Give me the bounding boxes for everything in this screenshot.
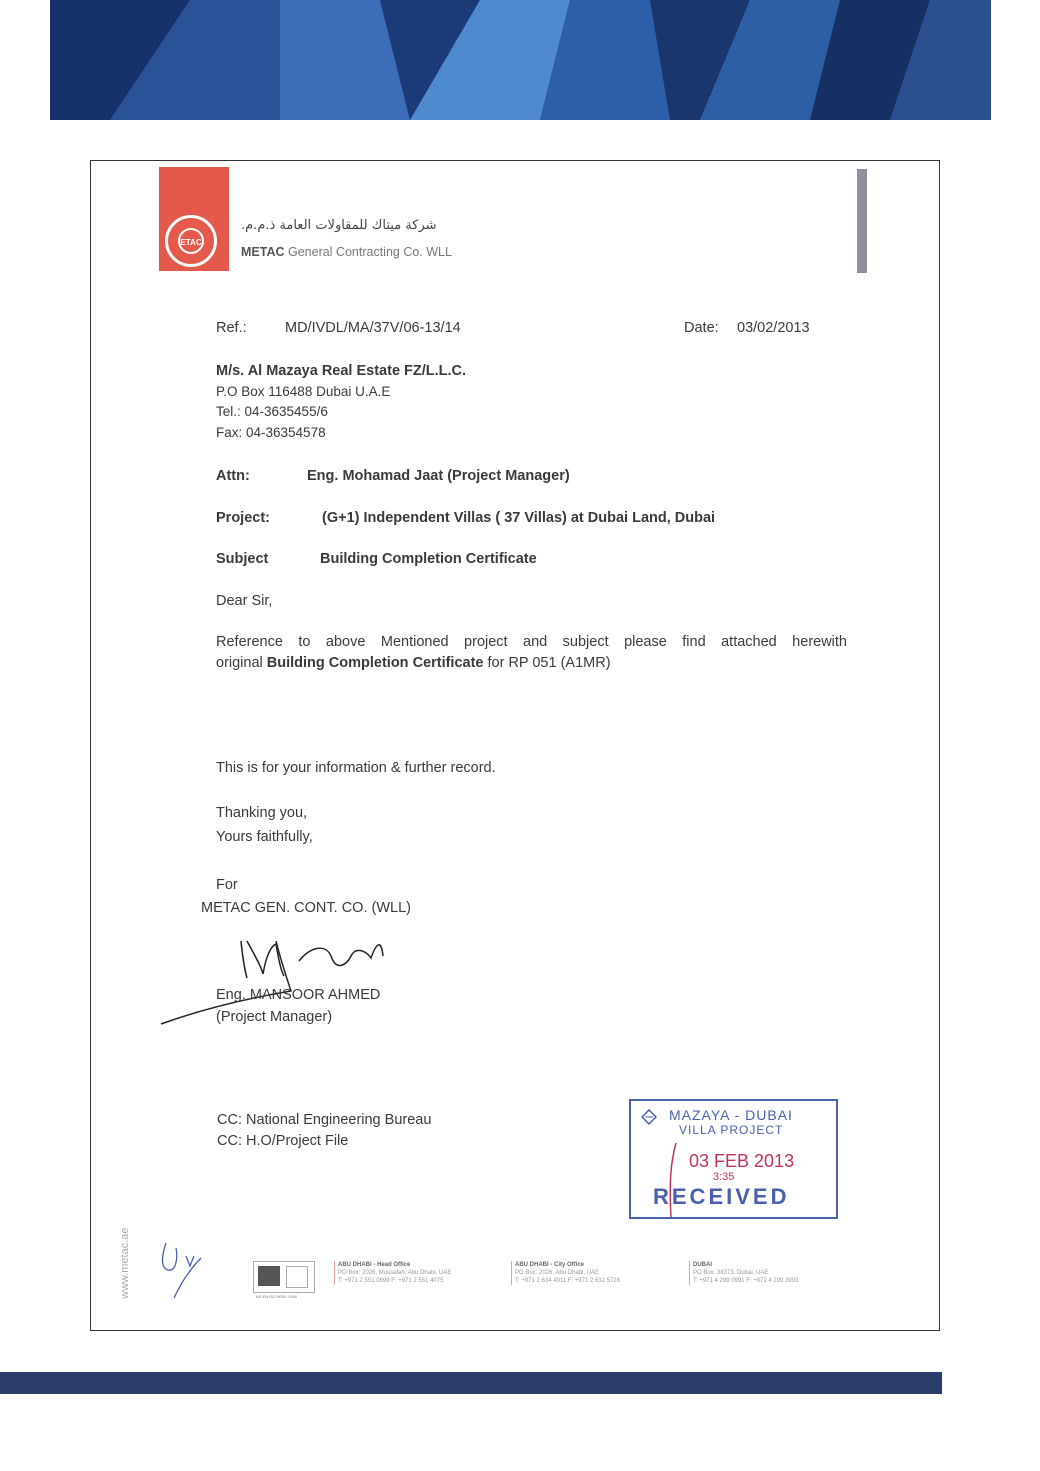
cert-caption: BS EN ISO 9001: 2000: [256, 1294, 298, 1299]
stamp-line1: MAZAYA - DUBAI: [669, 1107, 793, 1123]
salutation: Dear Sir,: [216, 593, 273, 609]
attn-value: Eng. Mohamad Jaat (Project Manager): [307, 468, 570, 484]
para-text-end: for RP 051 (A1MR): [483, 655, 611, 671]
cc-line-2: CC: H.O/Project File: [217, 1133, 349, 1149]
recipient-address: P.O Box 116488 Dubai U.A.E: [216, 384, 391, 399]
office-phone: T: +971 2 634 4911 F: +971 2 632 5728: [515, 1278, 620, 1284]
recipient-fax: Fax: 04-36354578: [216, 425, 326, 440]
office-address: PO Box: 38373, Dubai, UAE: [693, 1270, 769, 1276]
received-stamp: [629, 1099, 838, 1219]
stamp-received: RECEIVED: [653, 1184, 790, 1209]
office-heading: DUBAI: [693, 1262, 712, 1268]
office-heading: ABU DHABI - Head Office: [338, 1262, 411, 1268]
ref-label: Ref.:: [216, 320, 247, 336]
signatory-name: Eng. MANSOOR AHMED: [216, 987, 381, 1003]
header-banner: [50, 0, 991, 120]
stamp-pen-mark: [661, 1141, 681, 1219]
office-address: PO Box: 2026, Mussafah, Abu Dhabi, UAE: [338, 1270, 452, 1276]
website-url: www.metac.ae: [119, 1227, 131, 1299]
banner-pattern: [50, 0, 991, 120]
subject-label: Subject: [216, 551, 269, 567]
office-dubai: [689, 1261, 798, 1285]
date-value: 03/02/2013: [737, 320, 810, 336]
project-value: (G+1) Independent Villas ( 37 Villas) at Dubai Land, Dubai: [322, 510, 716, 526]
recipient-tel: Tel.: 04-3635455/6: [216, 404, 328, 419]
cc-line-1: CC: National Engineering Bureau: [217, 1112, 432, 1128]
stamp-diamond-icon: [641, 1109, 657, 1125]
for-company: METAC GEN. CONT. CO. (WLL): [201, 900, 411, 916]
company-name-arabic: شركة ميتاك للمقاولات العامة ذ.م.م.: [241, 218, 437, 233]
ref-value: MD/IVDL/MA/37V/06-13/14: [285, 320, 461, 336]
office-phone: T: +971 4 299 0991 F: +971 4 299 3993: [693, 1278, 799, 1284]
signatory-title: (Project Manager): [216, 1009, 333, 1025]
body-paragraph-line2: [216, 655, 611, 671]
office-phone: T: +971 2 551 0699 F: +971 2 551 4075: [338, 1278, 444, 1284]
attn-label: Attn:: [216, 468, 250, 484]
para-bold: Building Completion Certificate: [266, 655, 484, 671]
office-abu-dhabi-head: [334, 1261, 451, 1285]
letter-page: [90, 160, 940, 1331]
office-heading: ABU DHABI - City Office: [515, 1262, 585, 1268]
for-label: For: [216, 877, 238, 893]
company-name-bold: METAC: [241, 245, 285, 259]
info-line: This is for your information & further record.: [216, 760, 496, 776]
office-address: PO Box: 2026, Abu Dhabi, UAE: [515, 1270, 600, 1276]
company-name-english: [241, 245, 452, 259]
stamp-time: 3:35: [713, 1171, 735, 1183]
body-paragraph-line1: Reference to above Mentioned project and subject please find attached herewith: [216, 634, 847, 650]
stamp-date: 03 FEB 2013: [689, 1151, 795, 1171]
office-abu-dhabi-city: [511, 1261, 620, 1285]
company-logo: [159, 167, 229, 271]
thanks-line: Thanking you,: [216, 805, 308, 821]
closing-line: Yours faithfully,: [216, 829, 313, 845]
stamp-line2: VILLA PROJECT: [679, 1123, 784, 1137]
recipient-name: M/s. Al Mazaya Real Estate FZ/L.L.C.: [216, 363, 467, 379]
footer-bar: [0, 1372, 942, 1394]
date-label: Date:: [684, 320, 719, 336]
para-text: original: [216, 655, 267, 671]
company-name-rest: General Contracting Co. WLL: [284, 245, 452, 259]
cert-seal-icon: [286, 1266, 308, 1288]
certification-marks: [253, 1261, 315, 1293]
logo-text: ETAC: [180, 238, 202, 247]
side-strip: [857, 169, 867, 273]
initials-scribble: [156, 1238, 206, 1300]
cert-logo-icon: [258, 1266, 280, 1286]
subject-value: Building Completion Certificate: [320, 551, 537, 567]
project-label: Project:: [216, 510, 270, 526]
